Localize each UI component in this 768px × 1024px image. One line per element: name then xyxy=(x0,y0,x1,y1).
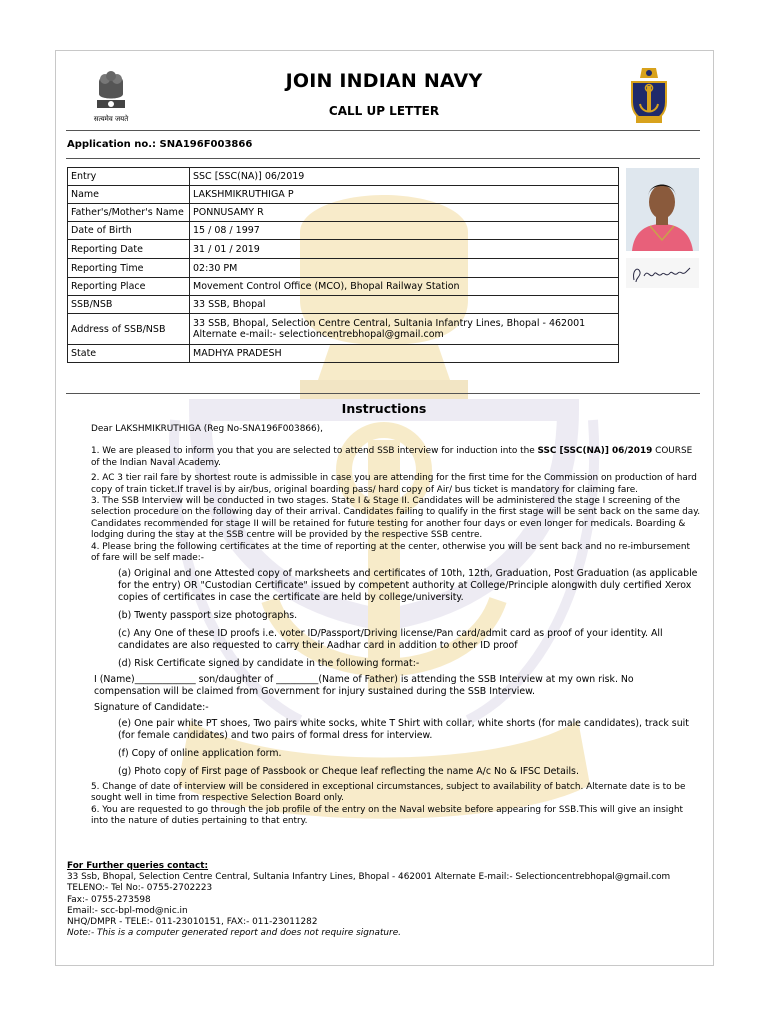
instruction-2: 2. AC 3 tier rail fare by shortest route is admissible in case you are attending for the first time for the Commission on production of hard copy of train ticket.If travel is by air/bus, original boarding pass/ hard copy of Air/ bus ticket is mandatory for claiming fare. xyxy=(91,473,697,495)
item-c: (c) Any One of these ID proofs i.e. voter ID/Passport/Driving license/Pan card/admit card as proof of your identity. All candidates are also requested to carry their Aadhar card in addition to other ID proof xyxy=(118,628,663,652)
row-value xyxy=(190,314,619,345)
row-value: SSC [SSC(NA)] 06/2019 xyxy=(190,168,619,186)
row-label: Address of SSB/NSB xyxy=(68,314,190,345)
table-row xyxy=(68,222,619,240)
row-label: Entry xyxy=(68,168,190,186)
table-row xyxy=(68,345,619,363)
row-label: SSB/NSB xyxy=(68,296,190,314)
instruction-1 xyxy=(91,446,701,469)
risk-certificate: I (Name)_____________ son/daughter of _________(Name of Father) is attending the SSB Interview at my own risk. No compensation will be claimed from Government for injury sustained during the SSB Interview. xyxy=(94,674,634,698)
row-value: Movement Control Office (MCO), Bhopal Railway Station xyxy=(190,278,619,296)
contact-heading: For Further queries contact: xyxy=(67,861,209,871)
row-value: 02:30 PM xyxy=(190,259,619,278)
row-label: Reporting Date xyxy=(68,240,190,259)
instruction-5: 5. Change of date of interview will be considered in exceptional circumstances, subject to availability of batch. Alternate date is to be sought well in time from respective Selection Board only. xyxy=(91,781,686,804)
item-f: (f) Copy of online application form. xyxy=(118,747,282,759)
instruction-3: 3. The SSB Interview will be conducted in two stages. State I & Stage II. Candidates will be administered the stage I screening of the selection procedure on the following day of their arrival. Candidates failing to qualify in the first stage will be sent back on the same day. Candidates recommended for stage II will be retained for future testing for another four days or even longer for medicals. Boarding & lodging during the stay at the SSB centre will be provided by the respective SSB centre. xyxy=(91,496,701,541)
row-value: LAKSHMIKRUTHIGA P xyxy=(190,186,619,204)
table-row xyxy=(68,186,619,204)
contact-section xyxy=(67,861,707,939)
row-label: Reporting Place xyxy=(68,278,190,296)
row-label: Reporting Time xyxy=(68,259,190,278)
item-b: (b) Twenty passport size photographs. xyxy=(118,610,298,622)
footer-note: Note:- This is a computer generated report and does not require signature. xyxy=(67,928,401,939)
table-row xyxy=(68,259,619,278)
contact-fax: Fax:- 0755-273598 xyxy=(67,894,151,905)
contact-address: 33 Ssb, Bhopal, Selection Centre Central, Sultania Infantry Lines, Bhopal - 462001 Alternate E-mail:- Selectioncentrebhopal@gmail.com xyxy=(67,872,671,883)
candidate-photo xyxy=(626,168,699,251)
row-value: 15 / 08 / 1997 xyxy=(190,222,619,240)
instructions-title: Instructions xyxy=(341,401,427,416)
divider xyxy=(66,393,700,394)
instruction-1-tail: COURSE of the Indian Naval Academy. xyxy=(91,446,693,468)
page-subtitle: CALL UP LETTER xyxy=(328,104,440,118)
table-row xyxy=(68,240,619,259)
row-label: Father's/Mother's Name xyxy=(68,204,190,222)
candidate-details-table xyxy=(67,167,619,363)
signature-line: Signature of Candidate:- xyxy=(94,702,209,714)
row-value: PONNUSAMY R xyxy=(190,204,619,222)
instruction-1-text: 1. We are pleased to inform you that you are selected to attend SSB interview for induction into the xyxy=(91,446,538,457)
table-row xyxy=(68,168,619,186)
row-label: State xyxy=(68,345,190,363)
item-g: (g) Photo copy of First page of Passbook or Cheque leaf reflecting the name A/c No & IFSC Details. xyxy=(118,765,579,777)
row-label: Date of Birth xyxy=(68,222,190,240)
table-row xyxy=(68,296,619,314)
table-row xyxy=(68,314,619,345)
instruction-4: 4. Please bring the following certificates at the time of reporting at the center, otherwise you will be sent back and no re-imbursement of fare will be self made:- xyxy=(91,541,690,564)
alternate-email: Alternate e-mail:- selectioncentrebhopal@gmail.com xyxy=(193,329,444,340)
contact-tel: TELENO:- Tel No:- 0755-2702223 xyxy=(67,883,213,894)
table-row xyxy=(68,278,619,296)
instruction-6: 6. You are requested to go through the job profile of the entry on the Naval website before appearing for SSB.This will give an insight into the nature of duties pertaining to that entry. xyxy=(91,804,683,827)
divider xyxy=(66,158,700,159)
application-number: Application no.: SNA196F003866 xyxy=(67,139,253,150)
emblem-caption: सत्यमेव जयते xyxy=(93,115,129,123)
candidate-signature xyxy=(626,258,699,288)
contact-email: Email:- scc-bpl-mod@nic.in xyxy=(67,905,188,916)
divider xyxy=(66,130,700,131)
item-a: (a) Original and one Attested copy of marksheets and certificates of 10th, 12th, Graduation, Post Graduation (as applicable for the entry) OR "Custodian Certificate" issued by competent authority at College/Principle alongwith duly certified Xerox copies of certificates in case the certificate are held by college/university. xyxy=(118,568,698,604)
row-value: MADHYA PRADESH xyxy=(190,345,619,363)
table-row xyxy=(68,204,619,222)
row-label: Name xyxy=(68,186,190,204)
item-d: (d) Risk Certificate signed by candidate in the following format:- xyxy=(118,658,420,670)
entry-course: SSC [SSC(NA)] 06/2019 xyxy=(537,446,653,457)
instructions-body xyxy=(91,424,701,828)
row-value: 31 / 01 / 2019 xyxy=(190,240,619,259)
contact-nhq: NHQ/DMPR - TELE:- 011-23010151, FAX:- 011-23011282 xyxy=(67,917,318,928)
item-e: (e) One pair white PT shoes, Two pairs white socks, white T Shirt with collar, white shorts (for male candidates), track suit (for female candidates) and two pairs of formal dress for interview. xyxy=(118,717,689,741)
greeting: Dear LAKSHMIKRUTHIGA (Reg No-SNA196F003866), xyxy=(91,424,323,434)
address-line: 33 SSB, Bhopal, Selection Centre Central, Sultania Infantry Lines, Bhopal - 462001 xyxy=(193,318,586,329)
page-title: JOIN INDIAN NAVY xyxy=(285,70,483,92)
row-value: 33 SSB, Bhopal xyxy=(190,296,619,314)
